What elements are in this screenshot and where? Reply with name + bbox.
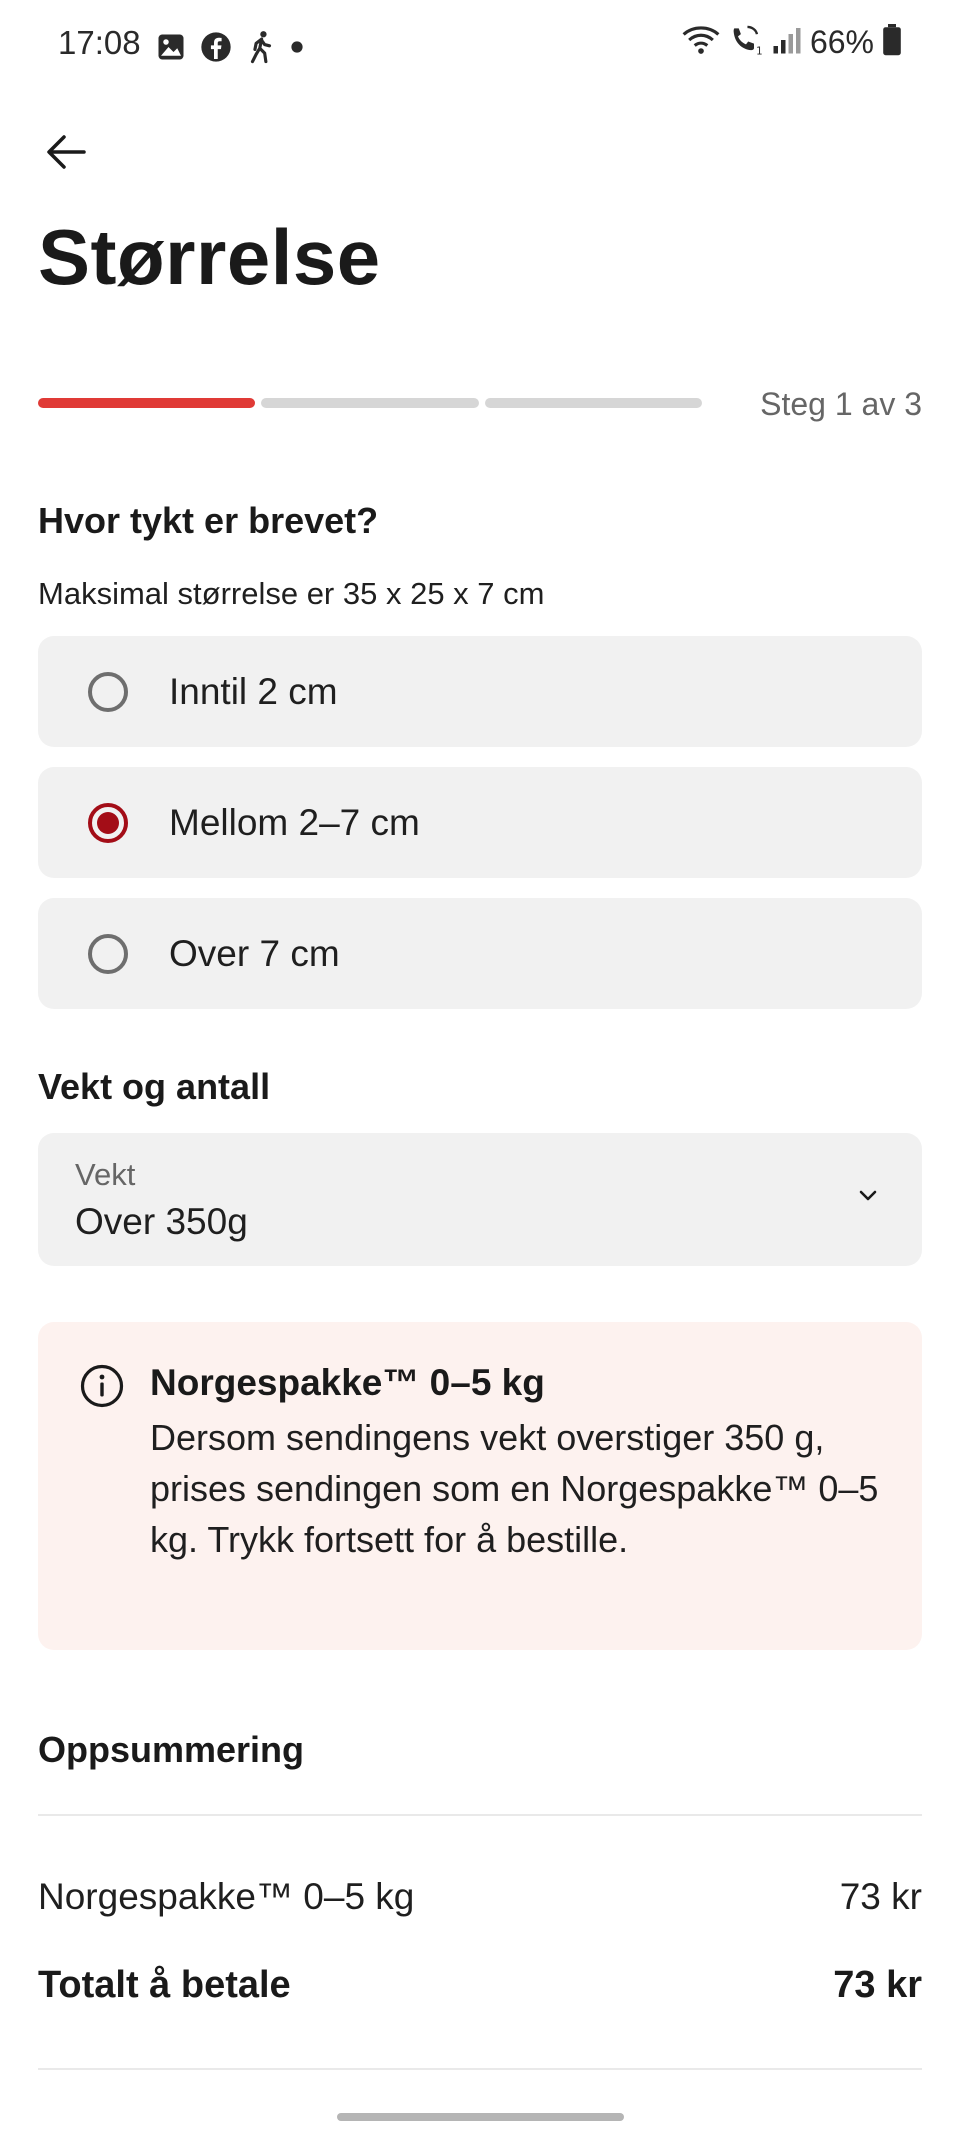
summary-divider-bottom <box>38 2068 922 2070</box>
weight-heading: Vekt og antall <box>38 1066 271 1107</box>
radio-label: Over 7 cm <box>169 932 340 974</box>
summary-heading: Oppsummering <box>38 1729 305 1770</box>
facebook-icon <box>200 31 232 63</box>
weight-select[interactable] <box>38 1133 922 1266</box>
status-bar <box>0 0 960 96</box>
weight-select-label: Vekt <box>75 1157 136 1192</box>
status-time: 17:08 <box>58 24 141 61</box>
step-label: Steg 1 av 3 <box>760 386 922 422</box>
radio-unselected-icon <box>88 934 128 974</box>
radio-unselected-icon <box>88 672 128 712</box>
battery-percentage: 66% <box>809 24 874 60</box>
radio-selected-icon <box>88 803 128 843</box>
radio-option-inntil-2cm[interactable] <box>38 636 922 747</box>
status-system-icons <box>682 24 902 61</box>
radio-option-over-7cm[interactable] <box>38 898 922 1009</box>
total-value: 73 kr <box>833 1964 922 2006</box>
summary-divider-top <box>38 1814 922 1816</box>
walking-icon <box>246 30 276 64</box>
gallery-icon <box>156 32 186 62</box>
battery-icon <box>882 24 902 61</box>
thickness-subtitle: Maksimal størrelse er 35 x 25 x 7 cm <box>38 576 545 611</box>
info-title: Norgespakke™ 0–5 kg <box>150 1362 545 1403</box>
home-indicator[interactable] <box>337 2113 624 2121</box>
back-button[interactable] <box>40 128 92 180</box>
info-box <box>38 1322 922 1650</box>
radio-label: Inntil 2 cm <box>169 670 338 712</box>
wifi-calling-icon <box>728 24 764 61</box>
arrow-left-icon <box>46 134 86 175</box>
page-title: Størrelse <box>38 213 381 301</box>
progress-step-1 <box>38 398 255 408</box>
info-icon <box>80 1364 124 1413</box>
summary-item-value: 73 kr <box>839 1876 922 1917</box>
radio-label: Mellom 2–7 cm <box>169 801 420 843</box>
summary-total-row <box>38 1964 922 2007</box>
summary-item-row <box>38 1876 922 1918</box>
signal-icon <box>772 25 802 60</box>
progress-step-2 <box>261 398 478 408</box>
summary-item-label: Norgespakke™ 0–5 kg <box>38 1876 415 1917</box>
radio-option-mellom-2-7cm[interactable] <box>38 767 922 878</box>
svg-text:1: 1 <box>756 46 763 56</box>
thickness-heading: Hvor tykt er brevet? <box>38 500 379 541</box>
info-text: Dersom sendingens vekt overstiger 350 g, prises sendingen som en Norgespakke™ 0–5 kg. Trykk fortsett for å bestille. <box>150 1417 879 1560</box>
progress-step-3 <box>485 398 702 408</box>
dot-icon <box>290 40 304 54</box>
total-label: Totalt å betale <box>38 1964 291 2006</box>
wifi-icon <box>682 25 720 60</box>
weight-select-value: Over 350g <box>75 1201 248 1242</box>
step-progress-bar <box>38 398 702 408</box>
status-notification-icons <box>156 30 304 64</box>
chevron-down-icon <box>858 1189 878 1208</box>
